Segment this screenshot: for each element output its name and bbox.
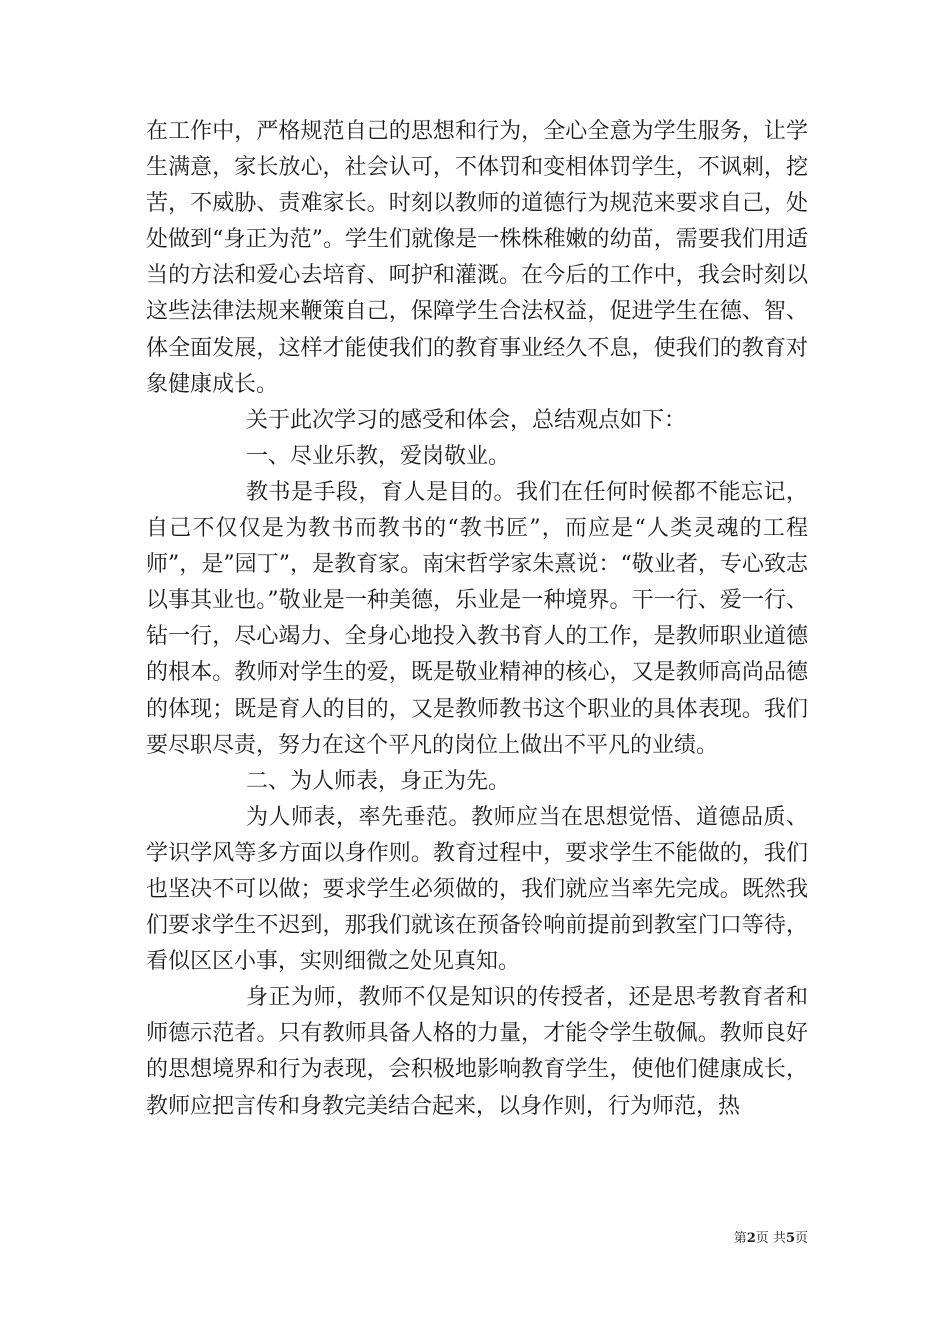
paragraph-section-1: 教书是手段，育人是目的。我们在任何时候都不能忘记，自己不仅仅是为教书而教书的“教书匠”，而应是“人类灵魂的工程师”，是”园丁”，是教育家。南宋哲学家朱熹说：“敬业者，专心致志以事其业也。”敬业是一种美德，乐业是一种境界。干一行、爱一行、钻一行，尽心竭力、全身心地投入教书育人的工作，是教师职业道德的根本。教师对学生的爱，既是敬业精神的核心，又是教师高尚品德的体现；既是育人的目的，又是教师教书这个职业的具体表现。我们要尽职尽责，努力在这个平凡的岗位上做出不平凡的业绩。 <box>146 479 808 758</box>
section-heading-2: 二、为人师表，身正为先。 <box>246 768 511 794</box>
paragraph-section-2a: 为人师表，率先垂范。教师应当在思想觉悟、道德品质、学识学风等多方面以身作则。教育过程中，要求学生不能做的，我们也坚决不可以做；要求学生必须做的，我们就应当率先完成。既然我们要求学生不迟到，那我们就该在预备铃响前提前到教室门口等待，看似区区小事，实则细微之处见真知。 <box>146 804 808 975</box>
footer-suffix: 页 <box>794 1231 808 1246</box>
footer-current-page: 2 <box>746 1231 756 1246</box>
footer-prefix: 第 <box>733 1231 747 1246</box>
footer-total-pages: 5 <box>785 1231 795 1246</box>
paragraph-section-2b: 身正为师，教师不仅是知识的传授者，还是思考教育者和师德示范者。只有教师具备人格的力量，才能令学生敬佩。教师良好的思想境界和行为表现，会积极地影响教育学生，使他们健康成长，教师应把言传和身教完美结合起来，以身作则，行为师范，热 <box>146 985 808 1119</box>
footer-middle: 页 共 <box>755 1231 786 1246</box>
paragraph-continuation: 在工作中，严格规范自己的思想和行为，全心全意为学生服务，让学生满意，家长放心，社会认可，不体罚和变相体罚学生，不讽刺，挖苦，不威胁、责难家长。时刻以教师的道德行为规范来要求自己，处处做到“身正为范”。学生们就像是一株株稚嫩的幼苗，需要我们用适当的方法和爱心去培育、呵护和灌溉。在今后的工作中，我会时刻以这些法律法规来鞭策自己，保障学生合法权益，促进学生在德、智、体全面发展，这样才能使我们的教育事业经久不息，使我们的教育对象健康成长。 <box>146 119 808 397</box>
page-footer <box>700 1230 808 1248</box>
section-heading-1: 一、尽业乐教，爱岗敬业。 <box>246 443 511 469</box>
body-text <box>146 114 808 1125</box>
paragraph-summary-intro: 关于此次学习的感受和体会，总结观点如下： <box>246 407 687 433</box>
